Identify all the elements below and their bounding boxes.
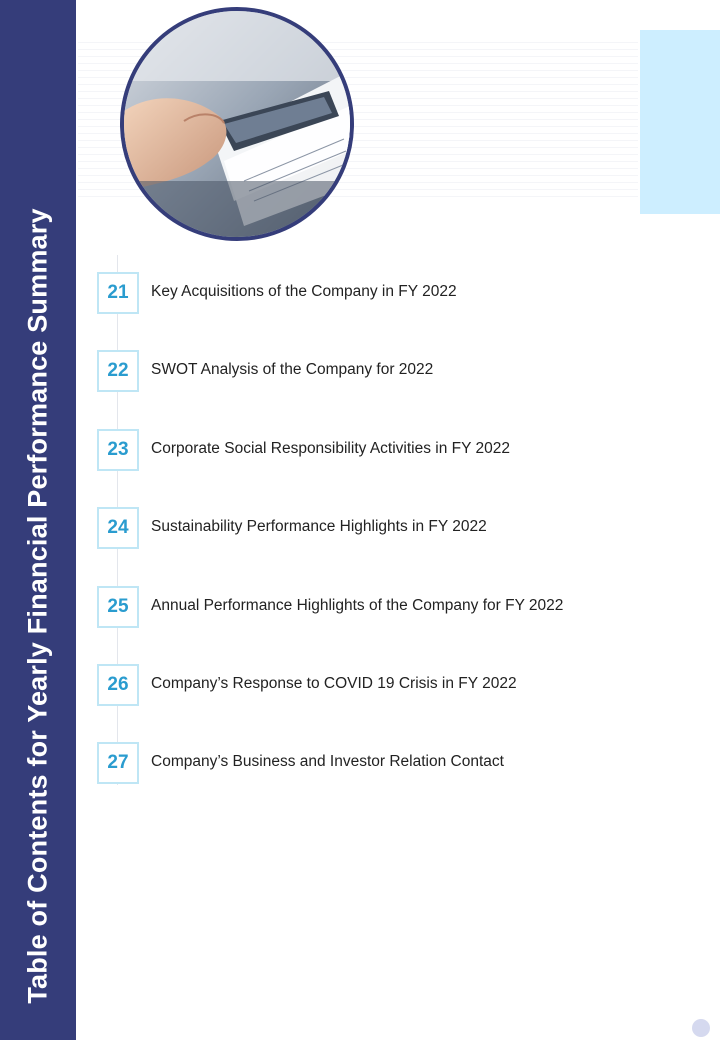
toc-item[interactable] [97, 507, 637, 549]
toc-number: 21 [97, 272, 139, 314]
toc-number: 22 [97, 350, 139, 392]
accent-block [640, 30, 720, 214]
page-title: Table of Contents for Yearly Financial Performance Summary [22, 208, 53, 1004]
toc-item[interactable] [97, 272, 637, 314]
toc-label: Company’s Business and Investor Relation Contact [151, 753, 504, 770]
toc-label: Corporate Social Responsibility Activities in FY 2022 [151, 440, 510, 457]
toc-item[interactable] [97, 429, 637, 471]
toc-item[interactable] [97, 742, 637, 784]
toc-number: 25 [97, 586, 139, 628]
toc-label: Annual Performance Highlights of the Company for FY 2022 [151, 597, 564, 614]
toc-number: 24 [97, 507, 139, 549]
page-indicator-dot [692, 1019, 710, 1037]
toc-number: 26 [97, 664, 139, 706]
sidebar [0, 0, 76, 1040]
toc-label: SWOT Analysis of the Company for 2022 [151, 361, 434, 378]
toc-label: Sustainability Performance Highlights in FY 2022 [151, 518, 487, 535]
header-photo [120, 7, 354, 241]
toc-item[interactable] [97, 350, 637, 392]
toc-number: 27 [97, 742, 139, 784]
toc-label: Key Acquisitions of the Company in FY 2022 [151, 283, 457, 300]
toc-item[interactable] [97, 586, 637, 628]
toc-number: 23 [97, 429, 139, 471]
toc-item[interactable] [97, 664, 637, 706]
photo-hand-tablet-documents-icon [124, 11, 350, 237]
toc-label: Company’s Response to COVID 19 Crisis in FY 2022 [151, 675, 517, 692]
